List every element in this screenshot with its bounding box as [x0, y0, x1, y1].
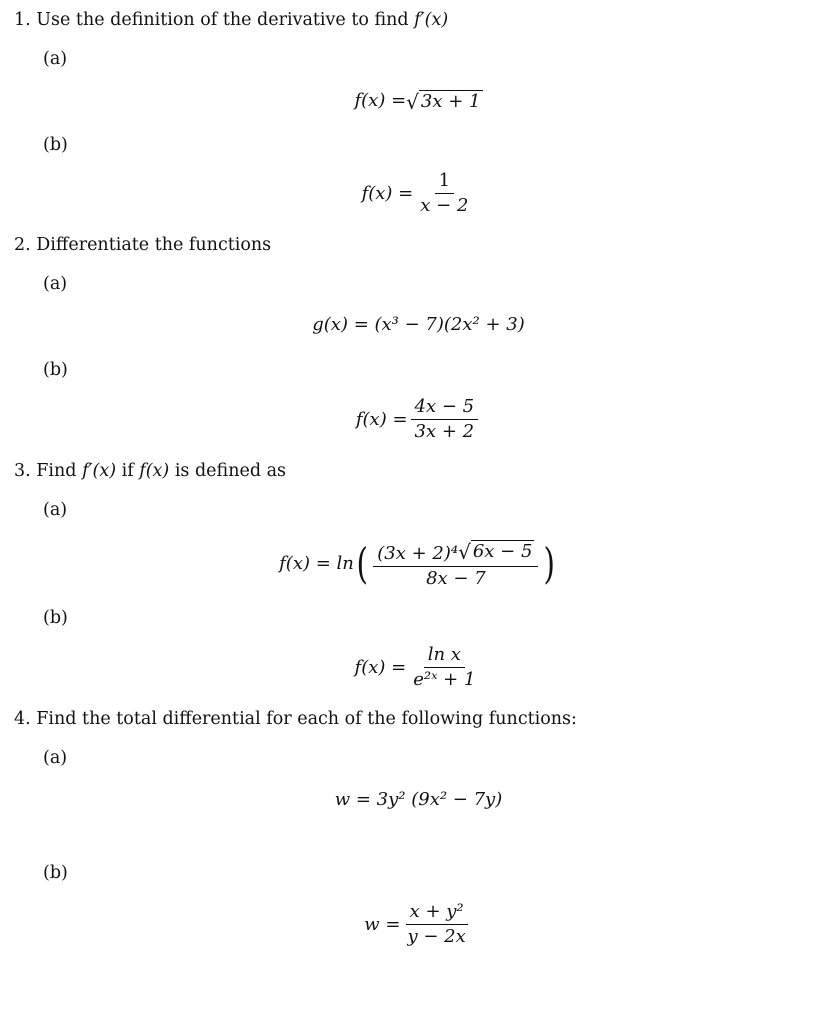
numerator-power: (3x + 2)⁴: [377, 542, 459, 564]
left-paren: (: [356, 538, 368, 588]
equation-2b: [0, 398, 837, 441]
equation-lhs: f(x) =: [361, 182, 414, 204]
denominator: 3x + 2: [414, 421, 475, 442]
equation-lhs: f(x) =: [354, 89, 407, 111]
part-label: (a): [43, 274, 68, 294]
question-text: if: [116, 461, 140, 481]
denominator: e²ˣ + 1: [413, 669, 476, 690]
sqrt-argument: 6x − 5: [472, 541, 533, 562]
question-number: 1.: [14, 10, 31, 30]
question-math: f(x): [139, 461, 170, 481]
equation-expr: w = 3y² (9x² − 7y): [334, 789, 503, 810]
part-label: (b): [43, 863, 68, 883]
question-math: f′(x): [82, 461, 117, 481]
question-2: [14, 235, 271, 255]
denominator: 8x − 7: [426, 567, 486, 589]
part-label: (a): [43, 748, 68, 768]
equation-4b: [0, 903, 837, 946]
fraction: [409, 646, 479, 689]
question-text: Find: [36, 461, 83, 481]
question-text: Differentiate the functions: [36, 235, 272, 255]
right-paren: ): [543, 538, 556, 588]
part-label: (b): [43, 608, 68, 628]
question-number: 2.: [14, 235, 31, 255]
numerator: 1: [435, 172, 454, 194]
sqrt: √ 6x − 5: [458, 539, 533, 564]
numerator: [373, 540, 538, 567]
numerator: 4x − 5: [411, 398, 479, 420]
equation-3b: [0, 646, 837, 689]
part-label: (b): [43, 135, 68, 155]
question-3: [14, 461, 286, 481]
equation-3a: [0, 540, 837, 588]
question-1: [14, 10, 448, 30]
equation-2a: [0, 316, 837, 334]
question-text: Find the total differential for each of the following functions:: [36, 709, 577, 729]
question-text: is defined as: [169, 461, 287, 481]
fraction: [416, 172, 472, 215]
question-text: Use the definition of the derivative to find: [36, 10, 415, 30]
equation-lhs: f(x) =: [354, 656, 407, 678]
denominator: x − 2: [420, 195, 469, 216]
equation-1a: [0, 90, 837, 112]
numerator: ln x: [424, 646, 465, 668]
part-label: (b): [43, 360, 68, 380]
equation-4a: [0, 791, 837, 809]
equation-lhs: f(x) =: [355, 408, 408, 430]
equation-lhs: w =: [364, 913, 401, 935]
fraction: [411, 398, 479, 441]
denominator: y − 2x: [407, 926, 466, 947]
sqrt-argument: 3x + 1: [420, 91, 481, 112]
fraction: [403, 903, 469, 946]
equation-lhs: f(x) = ln: [279, 552, 354, 574]
sqrt: √ 3x + 1: [406, 89, 481, 114]
part-label: (a): [43, 49, 68, 69]
question-4: [14, 709, 577, 729]
equation-1b: [0, 172, 837, 215]
part-label: (a): [43, 500, 68, 520]
question-number: 4.: [14, 709, 31, 729]
question-math: f′(x): [414, 10, 449, 30]
question-number: 3.: [14, 461, 31, 481]
numerator: x + y²: [406, 903, 468, 925]
fraction: [373, 540, 538, 588]
equation-expr: g(x) = (x³ − 7)(2x² + 3): [312, 314, 525, 335]
